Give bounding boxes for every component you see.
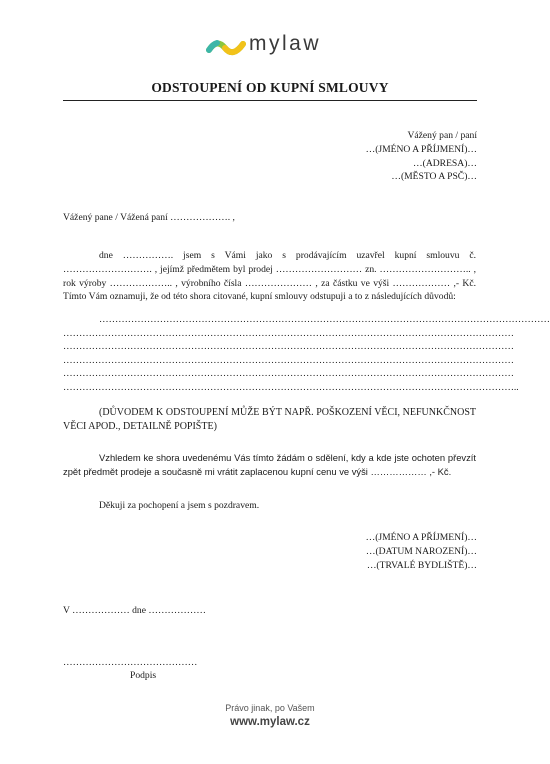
reason-line: ……………………………………………………………………………………………………………………………	[63, 341, 514, 352]
reason-line: ……………………………………………………………………………………………………………………………	[63, 354, 514, 366]
reason-hint: (DŮVODEM K ODSTOUPENÍ MŮŽE BÝT NAPŘ. POŠKOZENÍ VĚCI, NEFUNKČNOST VĚCI APOD., DETAILNĚ POPIŠTE)	[63, 407, 476, 432]
signature-line: ……………………………………	[63, 657, 198, 668]
sender-block	[366, 531, 477, 572]
place-date: V ……………… dne ………………	[63, 605, 206, 616]
recipient-address: …(ADRESA)…	[413, 157, 477, 169]
sender-residence: …(TRVALÉ BYDLIŠTĚ)…	[366, 559, 477, 571]
footer-tagline: Právo jinak, po Vašem	[225, 703, 315, 713]
recipient-block	[366, 129, 477, 184]
footer-website-link[interactable]: www.mylaw.cz	[230, 716, 310, 728]
greeting: Vážený pane / Vážená paní ………………. ,	[63, 212, 235, 223]
reason-line: ……………………………………………………………………………………………………………………………	[63, 368, 514, 379]
recipient-salutation: Vážený pan / paní	[407, 130, 477, 141]
request-paragraph: Vzhledem ke shora uvedenému Vás tímto žádám o sdělení, kdy a kde jste ochoten převzít zpět předmět prodeje a současně mi vrátit zaplacenou kupní cenu ve výši ……………… ,- Kč.	[63, 452, 476, 477]
sender-name: …(JMÉNO A PŘÍJMENÍ)…	[365, 532, 477, 543]
signature-label: Podpis	[130, 670, 157, 681]
mylaw-logo	[205, 32, 340, 62]
title-divider	[63, 100, 477, 101]
logo-text: mylaw	[249, 32, 322, 55]
recipient-name: …(JMÉNO A PŘÍJMENÍ)…	[365, 143, 477, 155]
recipient-city: …(MĚSTO A PSČ)…	[391, 171, 477, 183]
sender-birth-date: …(DATUM NAROZENÍ)…	[365, 545, 477, 557]
reason-lines	[63, 313, 550, 394]
body-paragraph: dne ……………. jsem s Vámi jako s prodávajícím uzavřel kupní smlouvu č. ………………………. , jejímž předmětem byl prodej ……………………… zn. ……………………….. , rok výroby ……………….. , výrobního čísla ………………… , za částku ve výši ……………… ,- Kč. Tímto Vám oznamuji, že od této shora citované, kupní smlouvy odstupuji a to z následujících důvodů:	[63, 250, 476, 303]
reason-line: ……………………………………………………………………………………………………………………………	[99, 314, 550, 325]
reason-line: ……………………………………………………………………………………………………………………………	[63, 327, 514, 339]
closing-text: Děkuji za pochopení a jsem s pozdravem.	[99, 500, 260, 511]
mylaw-logo-icon	[205, 32, 249, 62]
document-title: ODSTOUPENÍ OD KUPNÍ SMLOUVY	[151, 80, 389, 95]
reason-line: ……………………………………………………………………………………………………………………………..	[63, 381, 519, 393]
